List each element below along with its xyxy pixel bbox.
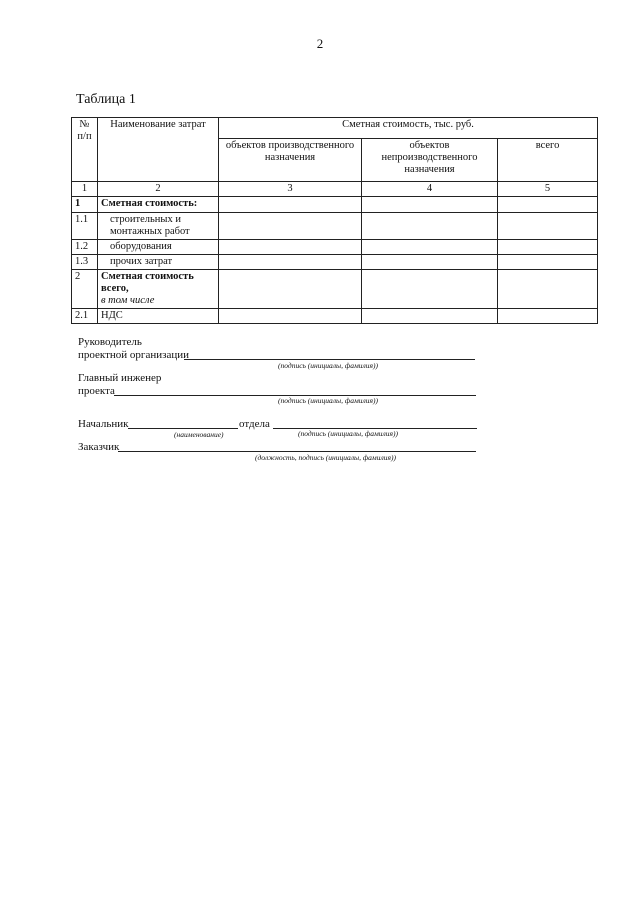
head-hint: (подпись (инициалы, фамилия)) — [278, 361, 378, 370]
row-note: в том числе — [101, 295, 155, 306]
cell-prod — [219, 255, 362, 270]
row-num: 2 — [72, 270, 98, 309]
table-row — [72, 309, 598, 324]
row-num: 1.3 — [72, 255, 98, 270]
table-row — [72, 197, 598, 213]
header-total: всего — [498, 139, 598, 182]
cell-total — [498, 240, 598, 255]
table-caption: Таблица 1 — [76, 92, 136, 107]
cell-nonprod — [362, 309, 498, 324]
column-number: 3 — [219, 182, 362, 197]
row-name: строительных и монтажных работ — [98, 213, 219, 240]
table-row — [72, 255, 598, 270]
table-row — [72, 270, 598, 309]
cell-nonprod — [362, 240, 498, 255]
header-num: № п/п — [72, 118, 98, 182]
row-num: 2.1 — [72, 309, 98, 324]
header-nonprod-objects: объектов непроизводственного назначения — [362, 139, 498, 182]
customer-hint: (должность, подпись (инициалы, фамилия)) — [255, 453, 396, 462]
engineer-label-1: Главный инженер — [78, 372, 162, 384]
cell-prod — [219, 197, 362, 213]
header-prod-objects: объектов производственного назначения — [219, 139, 362, 182]
cost-estimate-table — [71, 117, 598, 324]
column-number: 4 — [362, 182, 498, 197]
row-name-cell — [98, 270, 219, 309]
table-row — [72, 240, 598, 255]
row-num: 1 — [72, 197, 98, 213]
cell-prod — [219, 240, 362, 255]
row-num: 1.1 — [72, 213, 98, 240]
cell-prod — [219, 309, 362, 324]
chief-dept-label: отдела — [239, 418, 270, 430]
column-number: 1 — [72, 182, 98, 197]
head-label-1: Руководитель — [78, 336, 142, 348]
cell-total — [498, 213, 598, 240]
cell-nonprod — [362, 255, 498, 270]
chief-label: Начальник — [78, 418, 129, 430]
header-name: Наименование затрат — [98, 118, 219, 182]
page-number: 2 — [316, 36, 324, 51]
table-header-row — [72, 118, 598, 139]
chief-sign-hint: (подпись (инициалы, фамилия)) — [298, 429, 398, 438]
engineer-hint: (подпись (инициалы, фамилия)) — [278, 396, 378, 405]
chief-dept-name-line — [128, 428, 238, 429]
cell-total — [498, 255, 598, 270]
head-signature-line — [184, 359, 475, 360]
cell-nonprod — [362, 270, 498, 309]
row-name: Сметная стоимость: — [98, 197, 219, 213]
engineer-label-2: проекта — [78, 385, 115, 397]
row-name: прочих затрат — [98, 255, 219, 270]
row-name: Сметная стоимость всего, — [101, 271, 194, 294]
cell-nonprod — [362, 197, 498, 213]
header-cost-group: Сметная стоимость, тыс. руб. — [219, 118, 598, 139]
cell-total — [498, 309, 598, 324]
column-number: 2 — [98, 182, 219, 197]
table-row — [72, 213, 598, 240]
row-num: 1.2 — [72, 240, 98, 255]
cell-nonprod — [362, 213, 498, 240]
row-name: НДС — [98, 309, 219, 324]
column-number-row — [72, 182, 598, 197]
head-label-2: проектной организации — [78, 349, 189, 361]
cell-prod — [219, 270, 362, 309]
cell-total — [498, 197, 598, 213]
cell-prod — [219, 213, 362, 240]
column-number: 5 — [498, 182, 598, 197]
row-name: оборудования — [98, 240, 219, 255]
customer-signature-line — [118, 451, 476, 452]
cell-total — [498, 270, 598, 309]
chief-name-hint: (наименование) — [174, 430, 224, 439]
customer-label: Заказчик — [78, 441, 120, 453]
